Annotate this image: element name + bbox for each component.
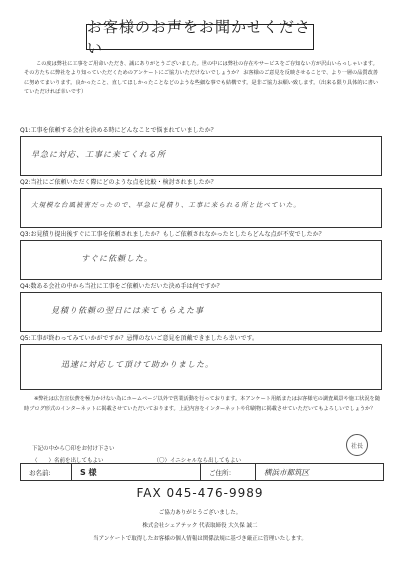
question-label: Q3:お見積り提出後すぐに工事を依頼されましたか？もしご依頼されなかったとしたらどんな点が不安でしたか？ <box>20 231 325 238</box>
company-signature: 株式会社シェアテック 代表取締役 大久保 誠二 <box>142 523 258 529</box>
intro-text: この度は弊社に工事をご用命いただき、誠にありがとうございました。世の中には弊社の存在やサービスをご存知ない方が沢山いらっしゃいます。その方たちに弊社をより知っていただくためのアンケートにご協力いただけないでしょうか？ お客様のご意見を反映させることで、より一層の品質改善に努めてまいります。良かったこと、直してほしかったことなどのような些細な事でも結構です。是非ご協力お願い致します。（出来る限り具体的に書いていただければ幸いです） <box>24 61 379 96</box>
answer-box <box>20 292 382 332</box>
publication-note: ※弊社は広告宣伝費を極力かけない為にホームページ以外で営業活動を行っております。本アンケート用紙またはお客様宅の調査風景や施工状況を随時ブログ形式のインターネットに掲載させていただいております。上記内容をインターネットや印刷物に掲載させていただいてもよろしいでしょうか？ <box>24 396 380 412</box>
page-title: お客様のお声をお聞かせください <box>86 24 314 50</box>
question-2 <box>20 178 382 228</box>
address-label: ご住所： <box>201 464 256 480</box>
question-4 <box>20 282 382 332</box>
answer-box <box>20 240 382 280</box>
question-label: Q5:工事が終わってみていかがですか？忌憚のないご意見を頂戴できましたら幸いです。 <box>20 335 259 342</box>
name-label: お名前: <box>21 464 72 480</box>
answer-box <box>20 188 382 228</box>
consent-option-initial[interactable]: （〇）イニシャルなら出してもよい <box>153 458 242 464</box>
address-value: 横浜市都筑区 <box>264 467 309 477</box>
publication-note-text: 弊社は広告宣伝費を極力かけない為にホームページ以外で営業活動を行っております。本アンケート用紙またはお客様宅の調査風景や施工状況を随時ブログ形式のインターネットに掲載させていただいております。上記内容をインターネットや印刷物に掲載させていただいてもよろしいでしょうか？ <box>24 396 380 412</box>
fax-number: FAX 045-476-9989 <box>136 486 264 500</box>
privacy-note: 当アンケートで取得したお客様の個人情報は関係法規に基づき厳正に管理いたします。 <box>93 536 307 542</box>
handwritten-answer: 迅速に対応して頂けて助かりました。 <box>61 360 214 369</box>
question-label: Q1:工事を依頼する会社を決める時にどんなことで悩まれていましたか？ <box>20 127 217 134</box>
handwritten-answer: 見積り依頼の翌日には来てもらえた事 <box>51 306 204 315</box>
thanks-text: ご協力ありがとうございました。 <box>158 510 242 516</box>
approval-stamp: 社長 <box>346 434 368 456</box>
consent-section <box>32 444 241 464</box>
question-label: Q4:数ある会社の中から当社に工事をご依頼いただいた決め手は何ですか？ <box>20 283 223 290</box>
consent-option-name[interactable]: （ ）名前を出してもよい <box>32 458 104 464</box>
answer-box <box>20 136 382 176</box>
question-5 <box>20 334 382 390</box>
name-value: S 様 <box>72 464 201 480</box>
question-3 <box>20 230 382 280</box>
consent-intro: 下記の中から〇印をお付け下さい <box>32 446 115 452</box>
answer-box <box>20 344 382 390</box>
question-label: Q2:当社にご依頼いただく際にどのような点を比較・検討されましたか？ <box>20 179 217 186</box>
handwritten-answer: 早急に対応、工事に来てくれる所 <box>31 150 166 159</box>
handwritten-answer: すぐに依頼した。 <box>81 254 153 263</box>
handwritten-answer: 大規模な台風被害だったので、早急に見積り、工事に来られる所と比べていた。 <box>31 201 301 209</box>
customer-info-row <box>20 463 384 481</box>
question-1 <box>20 126 382 176</box>
